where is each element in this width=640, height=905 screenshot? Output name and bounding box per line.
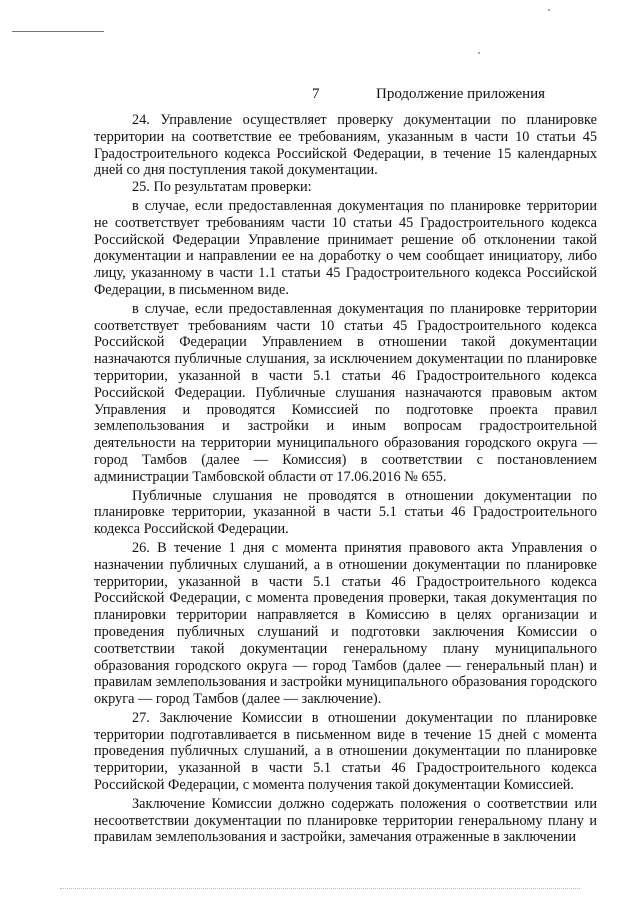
- paragraph-27: 27. Заключение Комиссии в отношении документации по планировке территории подготавливается в письменном виде в течение 15 дней с момента проведения публичных слушаний, а в отношении документации по планировке территории, указанной в части 5.1 статьи 46 Градостроительного кодекса Российской Федерации, с момента получения такой документации Комиссией.: [94, 709, 597, 794]
- scan-artifact-dot: [478, 52, 480, 54]
- paragraph-25: 25. По результатам проверки:: [132, 179, 312, 196]
- page-number: 7: [312, 86, 320, 102]
- scan-artifact-line: [12, 31, 104, 32]
- scan-artifact-footer: [60, 888, 580, 889]
- paragraph-no-hearings: Публичные слушания не проводятся в отношении документации по планировке территории, указанной в части 5.1 статьи 46 Градостроительного кодекса Российской Федерации.: [94, 487, 597, 538]
- paragraph-24: 24. Управление осуществляет проверку документации по планировке территории на соответствие ее требованиям, указанным в части 10 статьи 45 Градостроительного кодекса Российской Федерации, в течение 15 календарных дней со дня поступления такой документации.: [94, 112, 597, 179]
- document-body: [94, 112, 597, 846]
- scan-artifact-dot: [548, 9, 550, 11]
- paragraph-25-case-rejected: в случае, если предоставленная документация по планировке территории не соответствует требованиям части 10 статьи 45 Градостроительного кодекса Российской Федерации Управление принимает решение об отклонении такой документации и направлении ее на доработку о чем сообщает инициатору, либо лицу, указанному в части 1.1 статьи 45 Градостроительного кодекса Российской Федерации, в письменном виде.: [94, 197, 597, 298]
- page-header: [0, 86, 640, 104]
- paragraph-26: 26. В течение 1 дня с момента принятия правового акта Управления о назначении публичных слушаний, а в отношении документации по планировке территории, указанной в части 5.1 статьи 46 Градостроительного кодекса Российской Федерации, с момента проведения проверки, такая документация по планировки территории направляется в Комиссию в целях организации и проведения публичных слушаний и подготовки заключения Комиссии о соответствии такой документации генеральному плану муниципального образования городского округа — город Тамбов (далее — генеральный план) и правилам землепользования и застройки муниципального образования городского округа — город Тамбов (далее — заключение).: [94, 539, 597, 708]
- continuation-label: Продолжение приложения: [376, 86, 546, 102]
- paragraph-25-case-accepted: в случае, если предоставленная документация по планировке территории соответствует требованиям части 10 статьи 45 Градостроительного кодекса Российской Федерации Управлением в отношении такой документации назначаются публичные слушания, за исключением документации по планировке территории, указанной в части 5.1 статьи 46 Градостроительного кодекса Российской Федерации. Публичные слушания назначаются правовым актом Управления и проводятся Комиссией по подготовке проекта правил землепользования и застройки и иным вопросам градостроительной деятельности на территории муниципального образования городского округа — город Тамбов (далее — Комиссия) в соответствии с постановлением администрации Тамбовской области от 17.06.2016 № 655.: [94, 300, 597, 485]
- paragraph-conclusion-content: Заключение Комиссии должно содержать положения о соответствии или несоответствии документации по планировке территории генеральному плану и правилам землепользования и застройки, замечания отраженные в заключении: [94, 795, 597, 846]
